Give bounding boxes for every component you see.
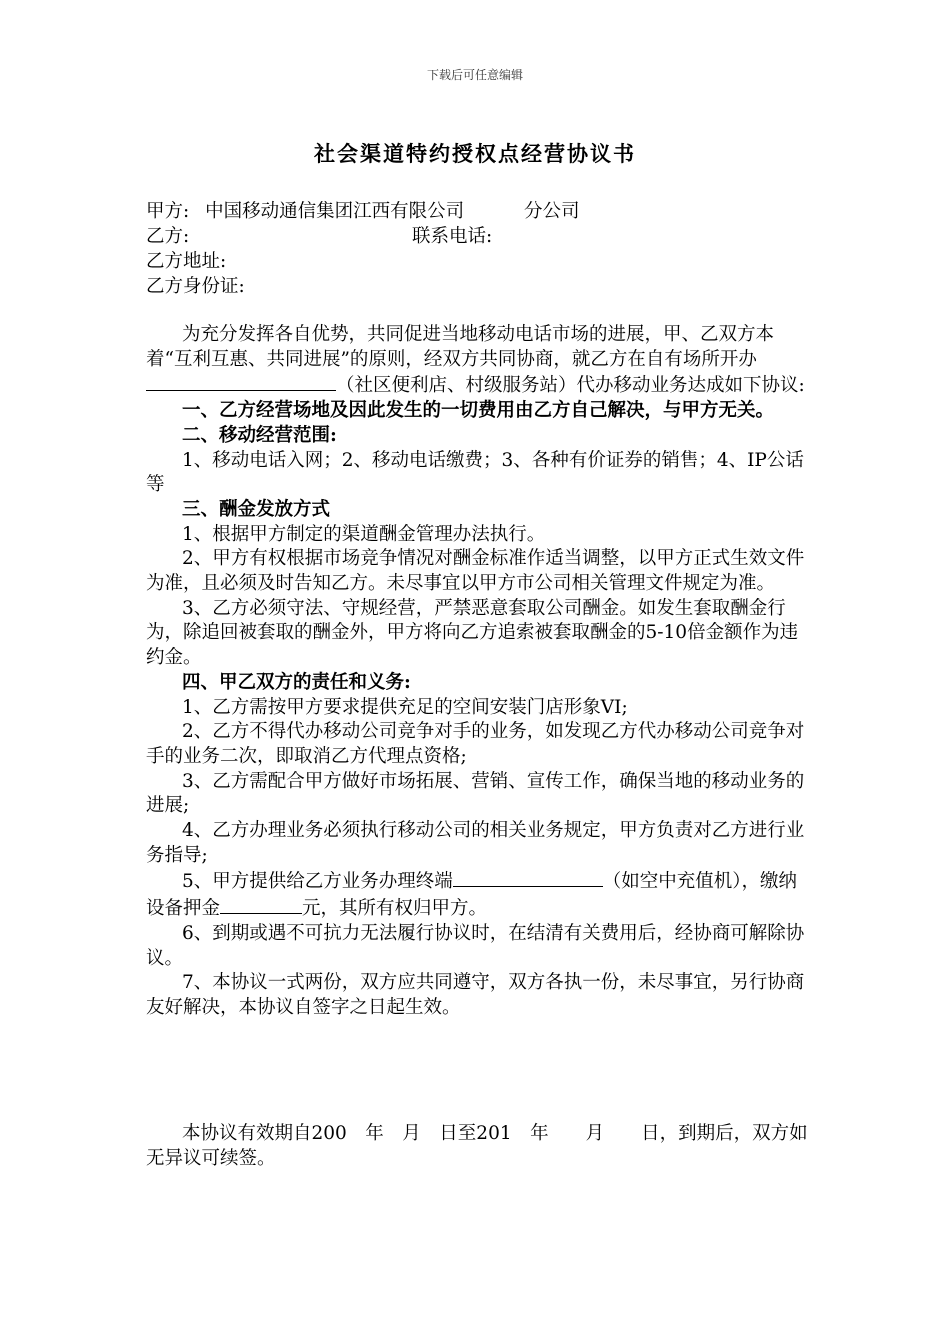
- section-3-item: 3、乙方必须守法、守规经营，严禁恶意套取公司酬金。如发生套取酬金行为，除追回被套取的酬金外，甲方将向乙方追索被套取酬金的5-10倍金额作为违约金。: [146, 597, 799, 669]
- validity-text: 本协议有效期自200 年 月 日至201 年 月 日，到期后，双方如无异议可续签。: [146, 1123, 808, 1169]
- section-3-heading: 三、酬金发放方式: [182, 498, 331, 520]
- intro-text-1: 为充分发挥各自优势，共同促进当地移动电话市场的进展，甲、乙双方本着“互利互惠、共同进展”的原则，经双方共同协商，就乙方在自有场所开办: [146, 324, 775, 370]
- section-3-item: 1、根据甲方制定的渠道酬金管理办法执行。: [182, 523, 546, 545]
- section-4-item-6: 6、到期或遇不可抗力无法履行协议时，在结清有关费用后，经协商可解除协议。: [146, 922, 805, 969]
- contact-phone-label: 联系电话:: [412, 226, 493, 247]
- intro-paragraph: [146, 323, 810, 399]
- terminal-blank: [453, 868, 603, 887]
- section-4-item: 3、乙方需配合甲方做好市场拓展、营销、宣传工作，确保当地的移动业务的进展;: [146, 770, 805, 817]
- section-4-item: 4、乙方办理业务必须执行移动公司的相关业务规定，甲方负责对乙方进行业务指导;: [146, 820, 805, 866]
- deposit-blank: [220, 895, 302, 914]
- party-a-name: 中国移动通信集团江西有限公司: [205, 201, 465, 222]
- venue-blank: [146, 372, 336, 391]
- party-a-line: [146, 200, 580, 225]
- section-2-heading: 二、移动经营范围:: [182, 424, 337, 446]
- intro-text-2: （社区便利店、村级服务站）代办移动业务达成如下协议:: [336, 375, 805, 397]
- validity-paragraph: [146, 1122, 810, 1171]
- section-2-text: 1、移动电话入网；2、移动电话缴费；3、各种有价证券的销售；4、IP公话等: [146, 449, 804, 496]
- party-b-line: [146, 225, 493, 250]
- section-4-heading: 四、甲乙双方的责任和义务:: [182, 671, 411, 693]
- item5-text-2: （如空中充值机），缴纳设备押金: [146, 871, 798, 920]
- section-3-item: 2、甲方有权根据市场竞争情况对酬金标准作适当调整，以甲方正式生效文件为准，且必须及时告知乙方。未尽事宜以甲方市公司相关管理文件规定为准。: [146, 548, 805, 595]
- item5-text-3: 元，其所有权归甲方。: [302, 898, 488, 920]
- document-title: 社会渠道特约授权点经营协议书: [314, 141, 636, 166]
- party-b-id-label: 乙方身份证:: [146, 276, 245, 297]
- party-a-branch: 分公司: [524, 201, 580, 222]
- section-4-item-7: 7、本协议一式两份，双方应共同遵守，双方各执一份，未尽事宜，另行协商友好解决，本协议自签字之日起生效。: [146, 972, 805, 1018]
- section-4-item: 2、乙方不得代办移动公司竞争对手的业务，如发现乙方代办移动公司竞争对手的业务二次，即取消乙方代理点资格;: [146, 721, 805, 767]
- item5-text-1: 5、甲方提供给乙方业务办理终端: [182, 871, 453, 893]
- party-a-label: 甲方:: [146, 201, 190, 222]
- section-4-item-5: [146, 868, 810, 921]
- agreement-body: [146, 323, 810, 1021]
- party-b-label: 乙方:: [146, 226, 190, 247]
- header-note: 下载后可任意编辑: [426, 68, 523, 82]
- party-b-address-label: 乙方地址:: [146, 251, 227, 272]
- section-1: 一、乙方经营场地及因此发生的一切费用由乙方自己解决，与甲方无关。: [182, 400, 775, 422]
- section-4-item: 1、乙方需按甲方要求提供充足的空间安装门店形象VI;: [182, 696, 628, 718]
